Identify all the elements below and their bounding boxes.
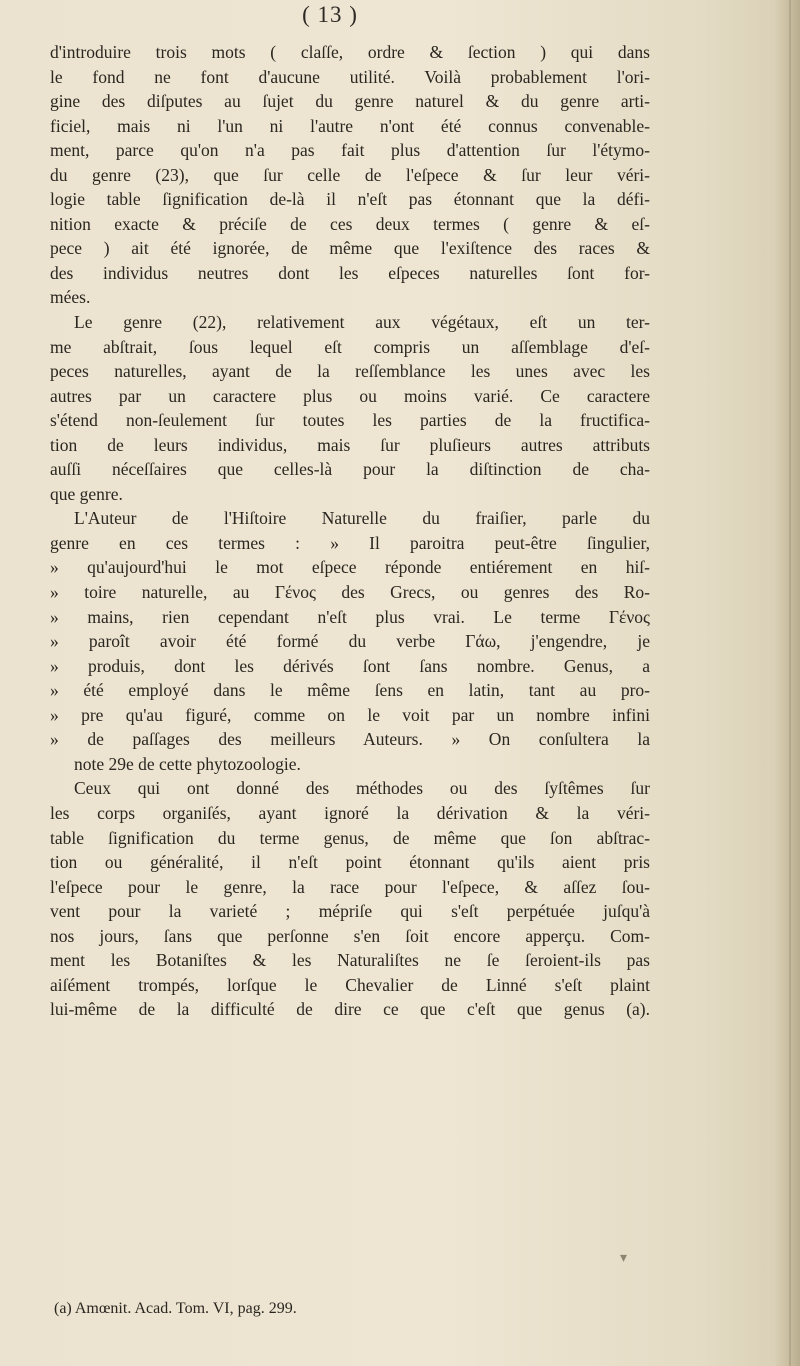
footnote: (a) Amœnit. Acad. Tom. VI, pag. 299.	[54, 1300, 297, 1317]
text-line: » mains, rien cependant n'eſt plus vrai. Le terme Γένος	[50, 606, 650, 627]
text-line: tion ou généralité, il n'eſt point étonnant qu'ils aient pris	[50, 852, 650, 873]
text-line: tion de leurs individus, mais ſur pluſieurs autres attributs	[50, 434, 650, 455]
text-line: auſſi néceſſaires que celles-là pour la diſtinction de cha-	[50, 459, 650, 480]
text-line: du genre (23), que ſur celle de l'eſpece & ſur leur véri-	[50, 164, 650, 185]
text-line: » pre qu'au figuré, comme on le voit par un nombre infini	[50, 704, 650, 725]
text-line: nition exacte & préciſe de ces deux termes ( genre & eſ-	[50, 213, 650, 234]
text-line: » produis, dont les dérivés ſont ſans nombre. Genus, a	[50, 655, 650, 676]
text-line: genre en ces termes : » Il paroitra peut-être ſingulier,	[50, 532, 650, 553]
text-line: note 29e de cette phytozoologie.	[74, 753, 301, 774]
text-line: » de paſſages des meilleurs Auteurs. » On conſultera la	[50, 729, 650, 750]
text-line: » qu'aujourd'hui le mot eſpece réponde entiérement en hiſ-	[50, 557, 650, 578]
page-binding-shadow	[774, 0, 800, 1366]
text-line: logie table ſignification de-là il n'eſt pas étonnant que la défi-	[50, 189, 650, 210]
body-text	[50, 40, 650, 1022]
text-line: » toire naturelle, au Γένος des Grecs, ou genres des Ro-	[50, 582, 650, 603]
text-line: autres par un caractere plus ou moins varié. Ce caractere	[50, 385, 650, 406]
text-line: aiſément trompés, lorſque le Chevalier de Linné s'eſt plaint	[50, 974, 650, 995]
page-number-header: ( 13 )	[302, 2, 358, 27]
text-line: le fond ne font d'aucune utilité. Voilà probablement l'ori-	[50, 66, 650, 87]
text-line: peces naturelles, ayant de la reſſemblance les unes avec les	[50, 361, 650, 382]
text-line: lui-même de la difficulté de dire ce que c'eſt que genus (a).	[50, 999, 650, 1020]
text-line: d'introduire trois mots ( claſſe, ordre & ſection ) qui dans	[50, 42, 650, 62]
text-line: les corps organiſés, ayant ignoré la dérivation & la véri-	[50, 802, 650, 823]
text-line: table ſignification du terme genus, de même que ſon abſtrac-	[50, 827, 650, 848]
text-line: Le genre (22), relativement aux végétaux, eſt un ter-	[74, 312, 650, 333]
text-line: des individus neutres dont les eſpeces naturelles ſont for-	[50, 262, 650, 283]
text-line: vent pour la varieté ; mépriſe qui s'eſt perpétuée juſqu'à	[50, 901, 650, 922]
text-line: Ceux qui ont donné des méthodes ou des ſyſtêmes ſur	[74, 778, 650, 799]
text-line: l'eſpece pour le genre, la race pour l'eſpece, & aſſez ſou-	[50, 876, 650, 897]
text-line: pece ) ait été ignorée, de même que l'exiſtence des races &	[50, 238, 650, 259]
margin-mark: ▾	[620, 1250, 628, 1266]
text-line: ficiel, mais ni l'un ni l'autre n'ont été connus convenable-	[50, 115, 650, 136]
text-line: me abſtrait, ſous lequel eſt compris un aſſemblage d'eſ-	[50, 336, 650, 357]
text-line: ment les Botaniſtes & les Naturaliſtes ne ſe ſeroient-ils pas	[50, 950, 650, 971]
binding-edge	[789, 0, 791, 1366]
text-line: nos jours, ſans que perſonne s'en ſoit encore apperçu. Com-	[50, 925, 650, 946]
text-line: que genre.	[50, 483, 123, 504]
text-line: » paroît avoir été formé du verbe Γάω, j'engendre, je	[50, 631, 650, 652]
text-line: mées.	[50, 287, 91, 308]
text-line: L'Auteur de l'Hiſtoire Naturelle du fraiſier, parle du	[74, 508, 650, 529]
text-line: s'étend non-ſeulement ſur toutes les parties de la fructifica-	[50, 410, 650, 431]
text-line: gine des diſputes au ſujet du genre naturel & du genre arti-	[50, 91, 650, 112]
text-line: » été employé dans le même ſens en latin, tant au pro-	[50, 680, 650, 701]
text-line: ment, parce qu'on n'a pas fait plus d'attention ſur l'étymo-	[50, 140, 650, 161]
